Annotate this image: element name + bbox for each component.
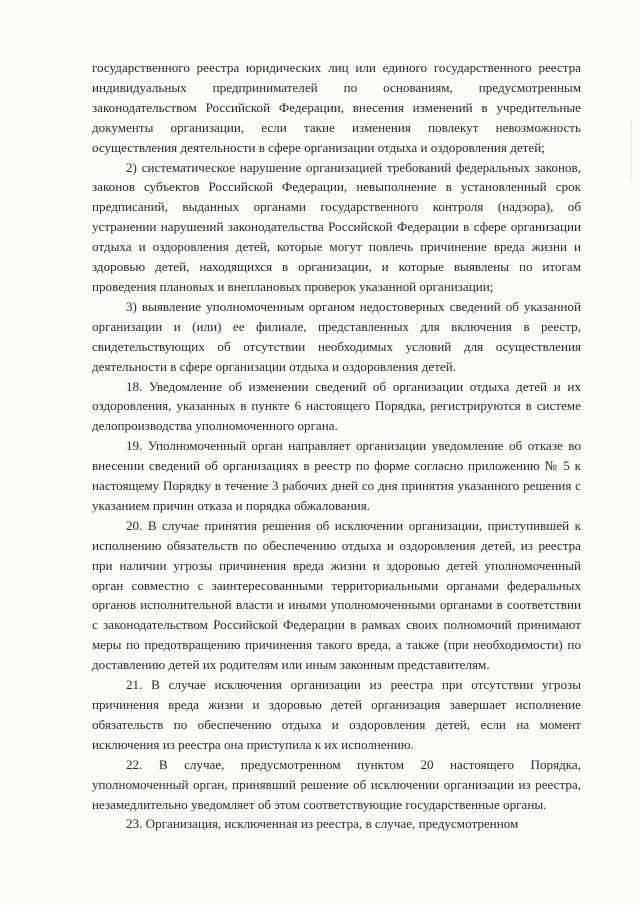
paragraph-clause-18: 18. Уведомление об изменении сведений об организации отдыха детей и их оздоровления, указанных в пункте 6 настоящего Порядка, регистрируются в системе делопроизводства уполномоченного органа. (92, 378, 581, 434)
paragraph-clause-21: 21. В случае исключения организации из реестра при отсутствии угрозы причинения вреда жизни и здоровью детей организация завершает исполнение обязательств по обеспечению отдыха и оздоровления детей, если на момент исключения из реестра она приступила к их исполнению. (92, 677, 581, 752)
paragraph-clause-23: 23. Организация, исключенная из реестра, в случае, предусмотренном (126, 816, 519, 832)
document-page (92, 58, 581, 834)
paragraph-clause-22: 22. В случае, предусмотренном пунктом 20 настоящего Порядка, уполномоченный орган, принявший решение об исключении организации из реестра, незамедлительно уведомляет об этом соответствующие государственные органы. (92, 756, 581, 812)
paragraph-clause-20: 20. В случае принятия решения об исключении организации, приступившей к исполнению обязательств по обеспечению отдыха и оздоровления детей, из реестра при наличии угрозы причинения вреда жизни и здоровью детей уполномоченный орган совместно с заинтересованными территориальными органами федеральных органов исполнительной власти и иными уполномоченными органами в соответствии с законодательством Российской Федерации в рамках своих полномочий принимают меры по предотвращению причинения такого вреда, а также (при необходимости) по доставлению детей их родителям или иным законным представителям. (92, 517, 581, 673)
paragraph-clause-19: 19. Уполномоченный орган направляет организации уведомление об отказе во внесении сведений об организациях в реестр по форме согласно приложению № 5 к настоящему Порядку в течение 3 рабочих дней со дня принятия указанного решения с указанием причин отказа и порядка обжалования. (92, 438, 581, 513)
paragraph-continuation: государственного реестра юридических лиц или единого государственного реестра индивидуальных предпринимателей по основаниям, предусмотренным законодательством Российской Федерации, внесения изменений в учредительные документы организации, если такие изменения повлекут невозможность осуществления деятельности в сфере организации отдыха и оздоровления детей; (92, 60, 581, 155)
paragraph-item-3: 3) выявление уполномоченным органом недостоверных сведений об указанной организации и (или) ее филиале, представленных для включения в реестр, свидетельствующих об отсутствии необходимых условий для осуществления деятельности в сфере организации отдыха и оздоровления детей. (92, 298, 581, 374)
scan-edge-artifact (629, 120, 632, 180)
paragraph-item-2: 2) систематическое нарушение организацией требований федеральных законов, законов субъектов Российской Федерации, невыполнение в установленный срок предписаний, выданных органами государственного контроля (надзора), об устранении нарушений законодательства Российской Федерации в сфере организации отдыха и оздоровления детей, которые могут повлечь причинение вреда жизни и здоровью детей, находящихся в организации, и которые выявлены по итогам проведения плановых и внеплановых проверок указанной организации; (92, 159, 581, 294)
